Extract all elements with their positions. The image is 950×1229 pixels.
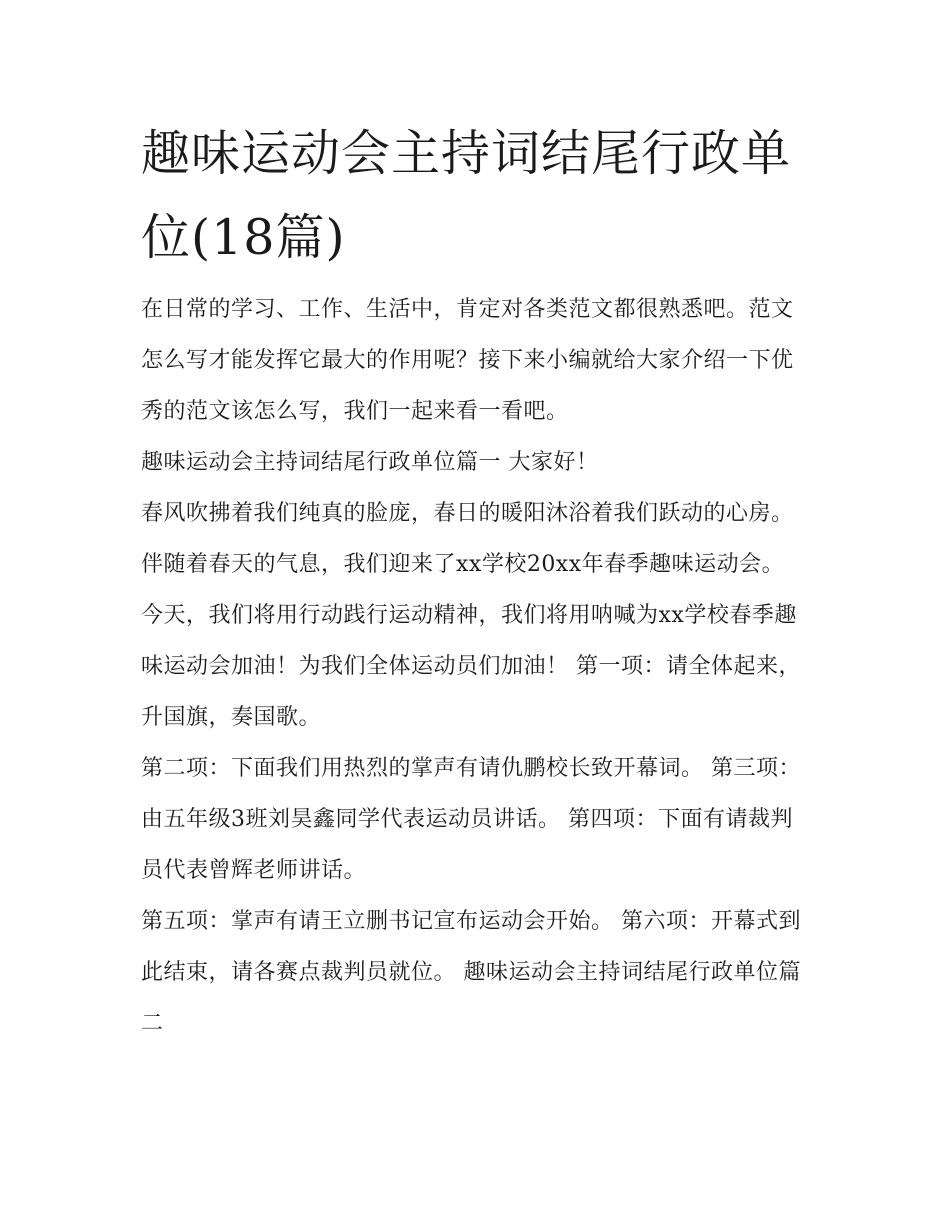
paragraph-spring: 春风吹拂着我们纯真的脸庞，春日的暖阳沐浴着我们跃动的心房。伴随着春天的气息，我们迎来了xx学校20xx年春季趣味运动会。 (141, 501, 794, 577)
paragraph-section-one-heading: 趣味运动会主持词结尾行政单位篇一 大家好！ (141, 450, 599, 475)
document-body (141, 112, 813, 1049)
document-title: 趣味运动会主持词结尾行政单位(18篇) (141, 125, 792, 266)
paragraph-items-five-six: 第五项：掌声有请王立删书记宣布运动会开始。 第六项：开幕式到此结束，请各赛点裁判员就位。 趣味运动会主持词结尾行政单位篇二 (141, 909, 801, 1036)
paragraph-today: 今天，我们将用行动践行运动精神，我们将用呐喊为xx学校春季趣味运动会加油！为我们全体运动员们加油！ 第一项：请全体起来，升国旗，奏国歌。 (141, 603, 801, 730)
paragraph-intro: 在日常的学习、工作、生活中，肯定对各类范文都很熟悉吧。范文怎么写才能发挥它最大的作用呢？接下来小编就给大家介绍一下优秀的范文该怎么写，我们一起来看一看吧。 (141, 297, 794, 424)
paragraph-items-two-to-four: 第二项：下面我们用热烈的掌声有请仇鹏校长致开幕词。 第三项：由五年级3班刘昊鑫同学代表运动员讲话。 第四项：下面有请裁判员代表曾辉老师讲话。 (141, 756, 801, 883)
